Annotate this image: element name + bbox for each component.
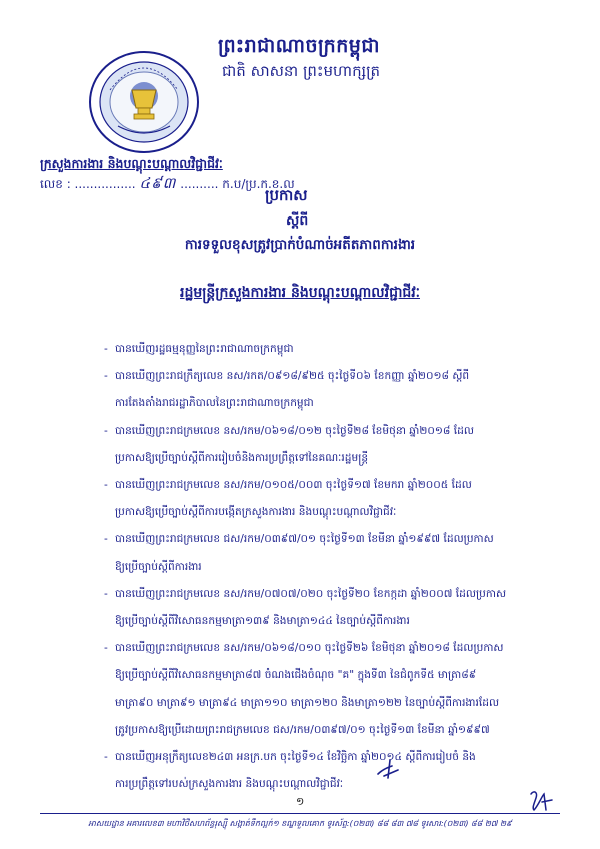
number-dots-2: .......... — [180, 177, 219, 191]
list-item: - បានឃើញព្រះរាជក្រមលេខ នស/រកម/០៦១៨/០១០ ចុះថ្ងៃទី២៦ ខែមិថុនា ឆ្នាំ២០១៨ ដែលប្រកាស — [104, 642, 504, 655]
list-item: - បានឃើញព្រះរាជក្រមលេខ នស/រកម/០៧០៧/០២០ ចុះថ្ងៃទី២០ ខែកក្កដា ឆ្នាំ២០០៧ ដែលប្រកាស — [104, 587, 507, 600]
list-item: - បានឃើញអនុក្រឹត្យលេខ២៤៣ អនក្រ.បក ចុះថ្ងៃទី១៤ ខែវិច្ឆិកា ឆ្នាំ២០១៤ ស្តីពីការរៀបចំ និង — [104, 751, 476, 764]
list-item-continued: ប្រកាសឱ្យប្រើច្បាប់ស្តីពីការរៀបចំនិងការប្រព្រឹត្តទៅនៃគណៈរដ្ឋមន្ត្រី — [115, 451, 369, 464]
footer-divider — [40, 813, 560, 814]
list-item-continued: ឱ្យប្រើច្បាប់ស្តីពីវិសោធនកម្មមាត្រា៨៧ ចំណងជើងចំណុច "គ" ក្នុងទី៣ នៃជំពូកទី៥ មាត្រា៨៩ — [115, 669, 477, 682]
minister-title: រដ្ឋមន្ត្រីក្រសួងការងារ និងបណ្តុះបណ្តាលវិជ្ជាជីវៈ — [180, 285, 420, 301]
list-item-continued: ឱ្យប្រើច្បាប់ស្តីពីការងារ — [115, 560, 202, 573]
list-item-continued: មាត្រា៩០ មាត្រា៩១ មាត្រា៩៤ មាត្រា១១០ មាត្រា១២០ និងមាត្រា១២២ នៃច្បាប់ស្តីពីការងារដែល — [115, 696, 500, 709]
list-item: - បានឃើញព្រះរាជក្រមលេខ ជស/រកម/០៣៩៧/០១ ចុះថ្ងៃទី១៣ ខែមីនា ឆ្នាំ១៩៩៧ ដែលប្រកាស — [104, 533, 494, 546]
list-item-continued: ការប្រព្រឹត្តទៅរបស់ក្រសួងការងារ និងបណ្តុះបណ្តាលវិជ្ជាជីវៈ — [115, 778, 344, 791]
list-item: - បានឃើញព្រះរាជក្រមលេខ នស/រកម/០១០៥/០០៣ ចុះថ្ងៃទី១៧ ខែមករា ឆ្នាំ២០០៥ ដែល — [104, 479, 472, 492]
document-subject: ការទទួលខុសត្រូវប្រាក់បំណាច់អតីតភាពការងារ — [184, 237, 416, 253]
handwritten-initial — [528, 788, 554, 814]
ministry-name: ក្រសួងការងារ និងបណ្តុះបណ្តាលវិជ្ជាជីវៈ — [40, 156, 223, 171]
list-item-continued: ឱ្យប្រើច្បាប់ស្តីពីវិសោធនកម្មមាត្រា១៣៩ និងមាត្រា១៤៤ នៃច្បាប់ស្តីពីការងារ — [115, 615, 410, 628]
handwritten-mark — [372, 756, 406, 782]
list-item-continued: ប្រកាសឱ្យប្រើច្បាប់ស្តីពីការបង្កើតក្រសួងការងារ និងបណ្តុះបណ្តាលវិជ្ជាជីវៈ — [115, 506, 397, 519]
list-item: - បានឃើញព្រះរាជក្រមលេខ នស/រកម/០៦១៨/០១២ ចុះថ្ងៃទី២៨ ខែមិថុនា ឆ្នាំ២០១៨ ដែល — [104, 424, 474, 437]
number-label: លេខ — [40, 177, 63, 191]
list-item-continued: ការតែងតាំងរាជរដ្ឋាភិបាលនៃព្រះរាជាណាចក្រកម្ពុជា — [115, 397, 314, 410]
document-type: ប្រកាស — [265, 186, 308, 204]
number-dots: : ................ — [66, 177, 136, 191]
considerations-list — [104, 336, 574, 798]
national-motto: ជាតិ សាសនា ព្រះមហាក្សត្រ — [222, 62, 381, 80]
ministry-logo — [88, 50, 200, 154]
kingdom-heading: ព្រះរាជាណាចក្រកម្ពុជា — [218, 35, 380, 57]
list-item-continued: ត្រូវប្រកាសឱ្យប្រើដោយព្រះរាជក្រមលេខ ជស/រកម/០៣៩៧/០១ ចុះថ្ងៃទី១៣ ខែមីនា ឆ្នាំ១៩៩៧ — [115, 723, 490, 736]
number-suffix: ក.ប/ប្រ.ក.ខ.ល — [222, 177, 295, 191]
document-about: ស្តីពី — [286, 213, 309, 229]
number-value: ៤៩៣ — [139, 174, 177, 192]
list-item: - បានឃើញរដ្ឋធម្មនុញ្ញនៃព្រះរាជាណាចក្រកម្ពុជា — [104, 343, 294, 355]
page-number: ១ — [296, 795, 305, 808]
list-item: - បានឃើញព្រះរាជក្រឹត្យលេខ នស/រកត/០៩១៨/៩២៥ ចុះថ្ងៃទី០៦ ខែកញ្ញា ឆ្នាំ២០១៨ ស្តីពី — [104, 370, 470, 383]
reference-number-line — [40, 174, 295, 196]
footer-address: អាសយដ្ឋាន អគារលេខ៣ មហាវិថីសហព័ន្ធរុស្ស៊ី សង្កាត់ទឹកល្អក់១ ខណ្ឌទួលគោក ទូរស័ព្ទ:(០២៣) ៨៨ ៨៣ ៧៨ ទូរសារ:(០២៣) ៨៨ ២៧ ២៩ — [88, 819, 512, 828]
